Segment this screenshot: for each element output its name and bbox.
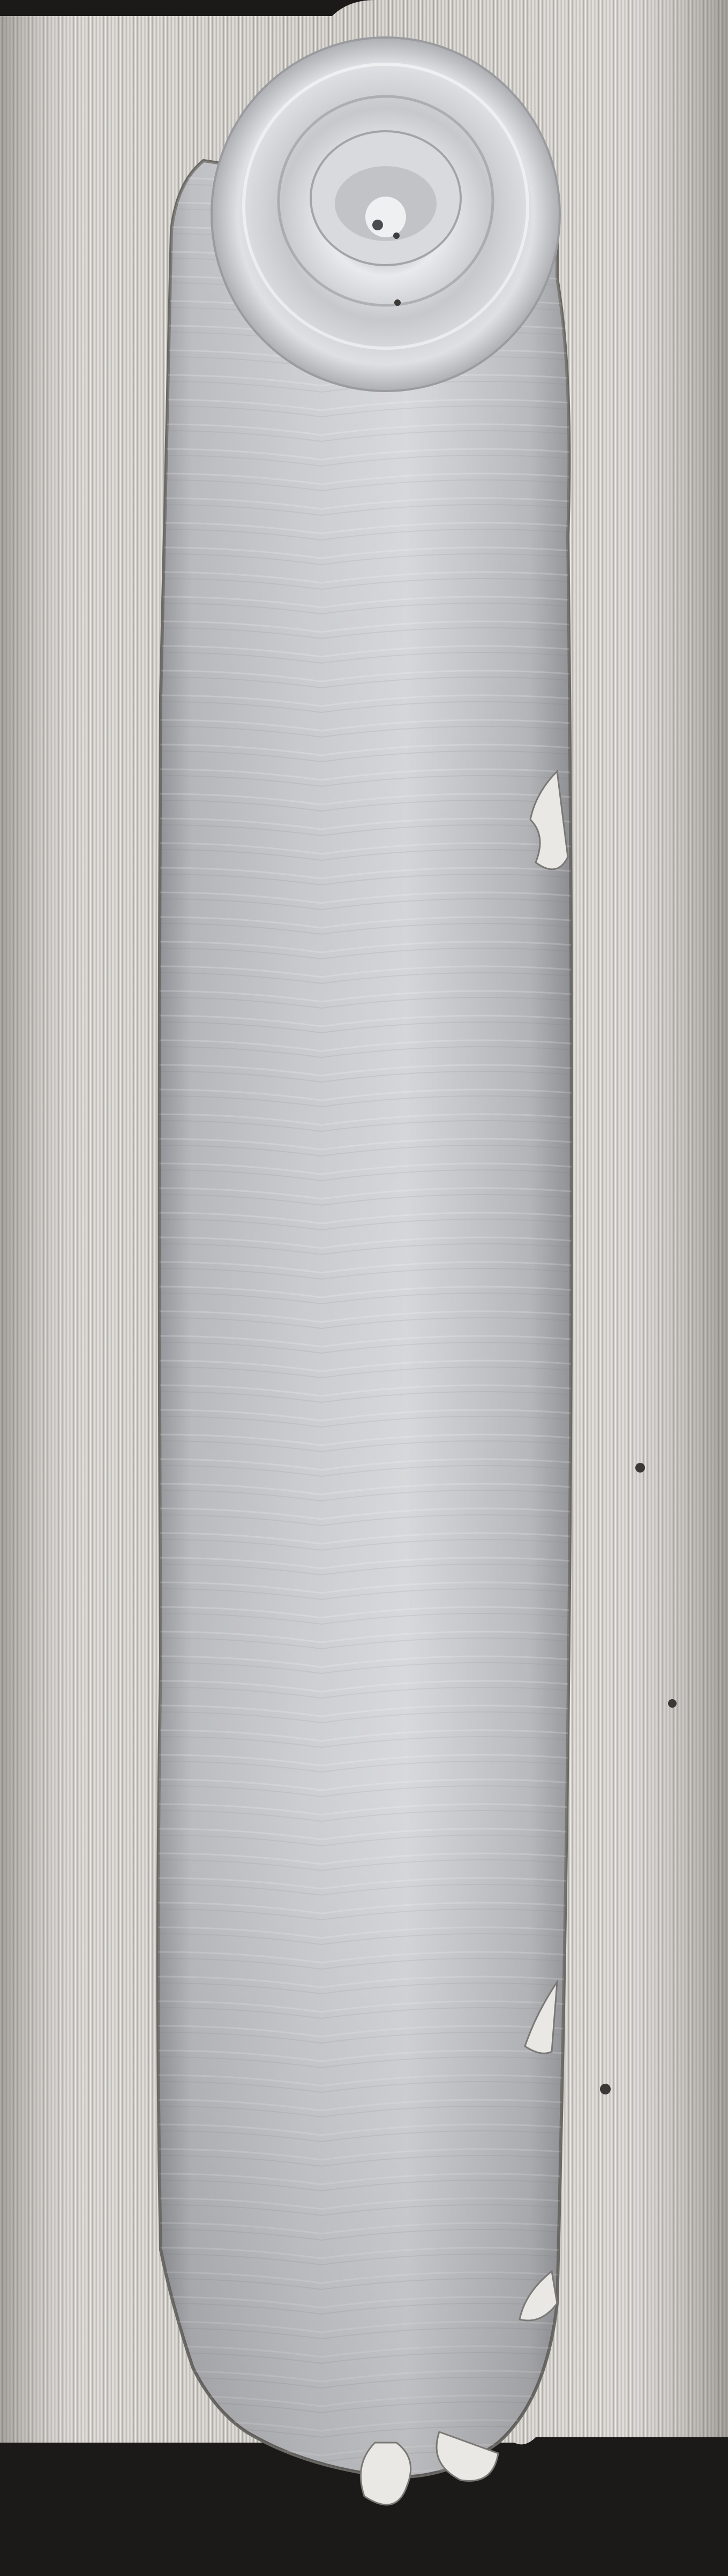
exit-hole <box>212 37 560 391</box>
weld-track <box>158 161 572 2477</box>
